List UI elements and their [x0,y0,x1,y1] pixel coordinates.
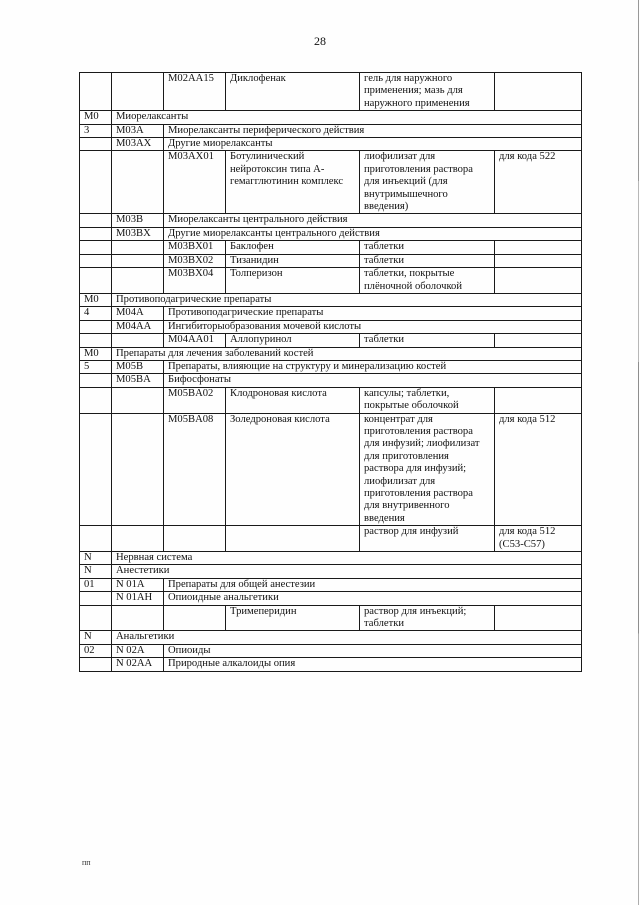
note-cell [495,241,582,254]
group-code-cell [80,138,112,151]
drug-code-cell: M03BX04 [164,268,226,294]
group-code-cell [80,374,112,387]
dosage-form-cell: гель для наружного применения; мазь для наружного применения [360,73,495,111]
group-code-cell [80,413,112,526]
atc-name-cell: Опиоиды [164,644,582,657]
group-code-cell [80,526,112,552]
page-number: 28 [314,34,326,48]
note-cell [495,268,582,294]
group-title-cell: Противоподагрические препараты [112,293,582,306]
table-row [80,347,582,360]
group-code-cell: 5 [80,360,112,373]
dosage-form-cell: раствор для инфузий [360,526,495,552]
table-row [80,658,582,671]
atc-code-cell [112,387,164,413]
note-cell: для кода 512 [495,413,582,526]
group-title-cell: Препараты для лечения заболеваний костей [112,347,582,360]
table-row [80,565,582,578]
note-cell [495,387,582,413]
note-cell [495,605,582,631]
table-row [80,307,582,320]
group-code-cell: N [80,565,112,578]
group-code-cell [80,151,112,214]
atc-code-cell [112,334,164,347]
atc-name-cell: Природные алкалоиды опия [164,658,582,671]
note-cell: для кода 512 (C53-C57) [495,526,582,552]
group-code-cell [80,334,112,347]
atc-code-cell: M04A [112,307,164,320]
table-row [80,293,582,306]
group-code-cell: N [80,552,112,565]
group-code-cell [80,73,112,111]
group-code-cell: 02 [80,644,112,657]
drug-name-cell [226,526,360,552]
atc-code-cell: N 02A [112,644,164,657]
atc-code-cell: N 01A [112,578,164,591]
group-code-cell [80,227,112,240]
table-row [80,214,582,227]
footer-mark: пп [82,858,91,867]
group-code-cell [80,241,112,254]
dosage-form-cell: таблетки [360,241,495,254]
group-title-cell: Анальгетики [112,631,582,644]
atc-code-cell: M03AX [112,138,164,151]
group-code-cell: N [80,631,112,644]
table-row [80,644,582,657]
table-row [80,73,582,111]
group-code-cell [80,592,112,605]
group-code-cell: 01 [80,578,112,591]
drug-code-cell: M04AA01 [164,334,226,347]
note-cell [495,334,582,347]
atc-name-cell: Противоподагрические препараты [164,307,582,320]
scan-edge [638,0,639,905]
table-row [80,268,582,294]
atc-name-cell: Препараты для общей анестезии [164,578,582,591]
atc-name-cell: Другие миорелаксанты центрального действия [164,227,582,240]
group-code-cell: M0 [80,111,112,124]
drug-name-cell: Тизанидин [226,254,360,267]
drug-name-cell: Диклофенак [226,73,360,111]
atc-code-cell [112,151,164,214]
atc-code-cell: N 01AH [112,592,164,605]
table-row [80,592,582,605]
table-row [80,387,582,413]
group-code-cell [80,214,112,227]
table-row [80,374,582,387]
atc-code-cell: M03BX [112,227,164,240]
table-row [80,241,582,254]
atc-code-cell: M03B [112,214,164,227]
drug-code-cell: M03BX01 [164,241,226,254]
group-title-cell: Анестетики [112,565,582,578]
dosage-form-cell: лиофилизат для приготовления раствора для инъекций (для внутримышечного введения) [360,151,495,214]
drug-name-cell: Ботулинический нейротоксин типа А-гемагглютинин комплекс [226,151,360,214]
table-row [80,138,582,151]
atc-name-cell: Другие миорелаксанты [164,138,582,151]
atc-code-cell [112,254,164,267]
group-code-cell [80,268,112,294]
group-code-cell [80,658,112,671]
group-title-cell: Миорелаксанты [112,111,582,124]
group-code-cell [80,254,112,267]
drug-code-cell [164,526,226,552]
atc-code-cell [112,526,164,552]
note-cell [495,254,582,267]
group-title-cell: Нервная система [112,552,582,565]
atc-code-cell [112,413,164,526]
drug-code-cell: M05BA08 [164,413,226,526]
note-cell [495,73,582,111]
table-row [80,151,582,214]
drug-code-cell: M05BA02 [164,387,226,413]
dosage-form-cell: капсулы; таблетки, покрытые оболочкой [360,387,495,413]
group-code-cell [80,605,112,631]
group-code-cell [80,387,112,413]
group-code-cell: 3 [80,124,112,137]
atc-code-cell: M03A [112,124,164,137]
atc-name-cell: Бифосфонаты [164,374,582,387]
atc-name-cell: Ингибиторыобразования мочевой кислоты [164,320,582,333]
atc-name-cell: Препараты, влияющие на структуру и минерализацию костей [164,360,582,373]
atc-code-cell [112,241,164,254]
table-row [80,526,582,552]
note-cell: для кода 522 [495,151,582,214]
table-row [80,413,582,526]
atc-code-cell: N 02AA [112,658,164,671]
table-row [80,360,582,373]
atc-code-cell: M05BA [112,374,164,387]
dosage-form-cell: таблетки [360,254,495,267]
dosage-form-cell: таблетки, покрытые плёночной оболочкой [360,268,495,294]
drug-table [79,72,582,672]
atc-name-cell: Опиоидные анальгетики [164,592,582,605]
group-code-cell [80,320,112,333]
drug-code-cell: M02AA15 [164,73,226,111]
atc-code-cell: M04AA [112,320,164,333]
table-row [80,552,582,565]
table-row [80,124,582,137]
table-row [80,334,582,347]
dosage-form-cell: концентрат для приготовления раствора для инфузий; лиофилизат для приготовления раствора для инфузий; лиофилизат для приготовления раствора для внутривенного введения [360,413,495,526]
table-row [80,111,582,124]
table-row [80,631,582,644]
drug-name-cell: Тримеперидин [226,605,360,631]
group-code-cell: M0 [80,293,112,306]
table-row [80,254,582,267]
table-row [80,578,582,591]
atc-code-cell [112,605,164,631]
table-row [80,320,582,333]
table-row [80,227,582,240]
atc-name-cell: Миорелаксанты периферического действия [164,124,582,137]
drug-name-cell: Толперизон [226,268,360,294]
drug-name-cell: Клодроновая кислота [226,387,360,413]
group-code-cell: 4 [80,307,112,320]
drug-code-cell: M03BX02 [164,254,226,267]
drug-name-cell: Баклофен [226,241,360,254]
atc-code-cell [112,268,164,294]
drug-name-cell: Золедроновая кислота [226,413,360,526]
atc-code-cell [112,73,164,111]
atc-code-cell: M05B [112,360,164,373]
drug-name-cell: Аллопуринол [226,334,360,347]
drug-code-cell [164,605,226,631]
group-code-cell: M0 [80,347,112,360]
dosage-form-cell: таблетки [360,334,495,347]
atc-name-cell: Миорелаксанты центрального действия [164,214,582,227]
dosage-form-cell: раствор для инъекций; таблетки [360,605,495,631]
table-row [80,605,582,631]
drug-code-cell: M03AX01 [164,151,226,214]
